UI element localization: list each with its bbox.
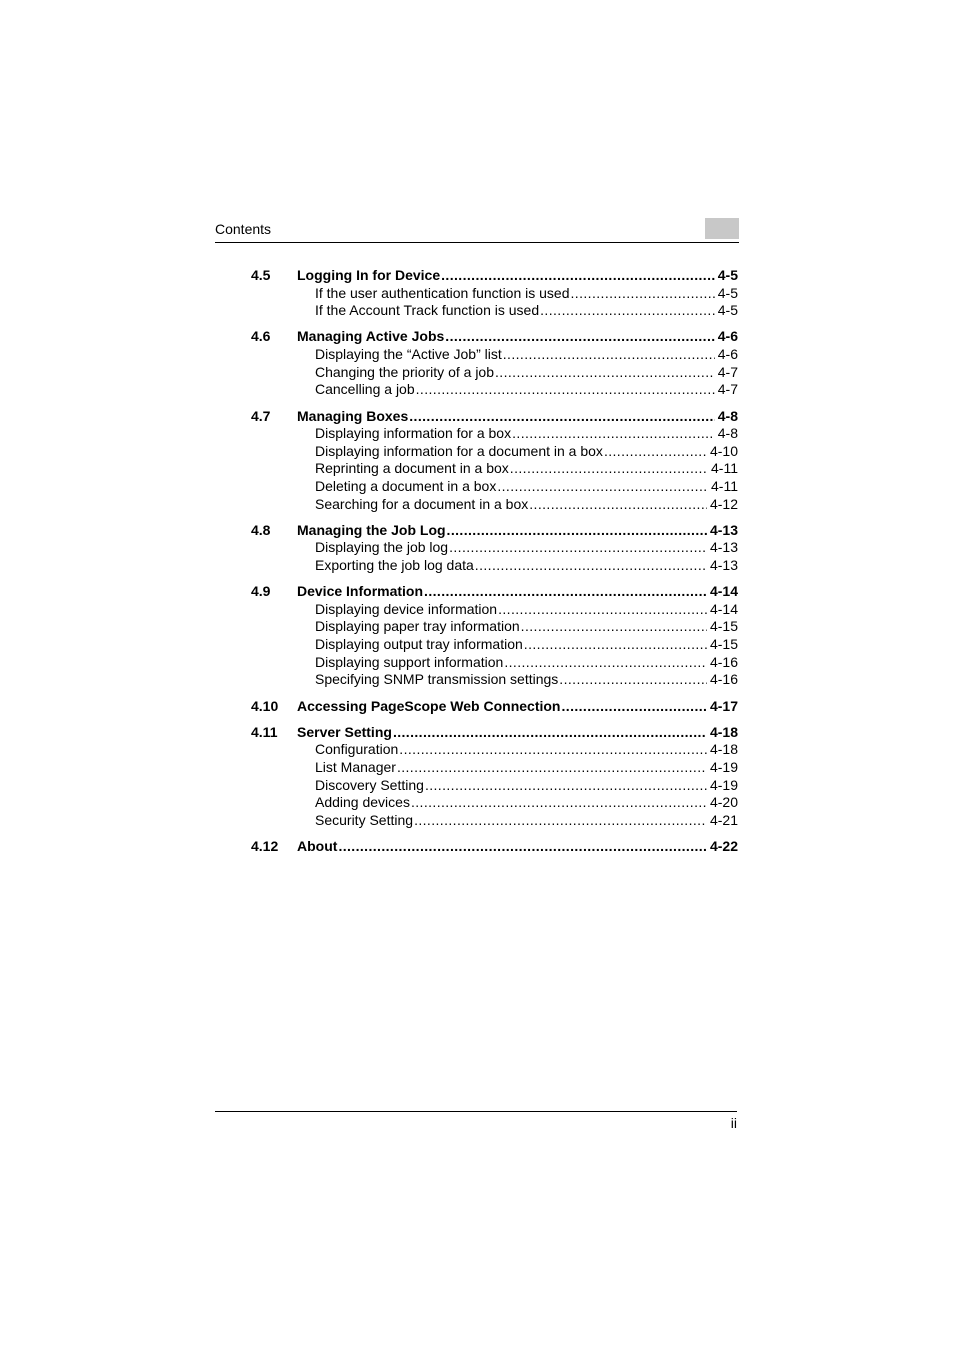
entry-line (315, 539, 738, 557)
toc-subsection-entry[interactable] (251, 460, 738, 478)
section-number: 4.7 (251, 407, 271, 424)
subsection-title: Searching for a document in a box (315, 495, 529, 512)
section-number: 4.6 (251, 328, 271, 345)
subsection-title: Displaying support information (315, 653, 504, 670)
entry-line (315, 478, 738, 496)
section-title: Device Information (297, 583, 424, 600)
subsection-page-number: 4-11 (711, 477, 738, 494)
subsection-title: If the user authentication function is used (315, 284, 570, 301)
subsection-page-number: 4-13 (709, 556, 738, 573)
subsection-page-number: 4-16 (709, 653, 738, 670)
entry-line (315, 618, 738, 636)
dot-leader (445, 327, 714, 346)
dot-leader (393, 723, 707, 742)
toc-subsection-entry[interactable] (251, 302, 738, 320)
section-title: About (297, 838, 338, 855)
entry-line (315, 346, 738, 364)
section-title: Managing the Job Log (297, 521, 446, 538)
subsection-title: Cancelling a job (315, 381, 415, 398)
toc-section-entry[interactable] (251, 266, 738, 285)
dot-leader (399, 741, 707, 759)
toc-subsection-entry[interactable] (251, 381, 738, 399)
section-page-number: 4-18 (709, 723, 738, 740)
subsection-title: Displaying information for a box (315, 425, 512, 442)
subsection-title: Displaying the job log (315, 539, 449, 556)
section-page-number: 4-6 (717, 328, 738, 345)
dot-leader (425, 777, 707, 795)
toc-section-entry[interactable] (251, 697, 738, 716)
dot-leader (529, 496, 707, 514)
dot-leader (559, 671, 707, 689)
dot-leader (475, 557, 707, 575)
entry-line (315, 460, 738, 478)
toc-subsection-entry[interactable] (251, 557, 738, 575)
toc-section (251, 407, 738, 514)
subsection-page-number: 4-12 (709, 495, 738, 512)
footer-page-number: ii (730, 1115, 737, 1131)
subsection-page-number: 4-16 (709, 671, 738, 688)
subsection-title: Exporting the job log data (315, 556, 474, 573)
toc-subsection-entry[interactable] (251, 759, 738, 777)
dot-leader (424, 582, 707, 601)
subsection-title: Specifying SNMP transmission settings (315, 671, 559, 688)
subsection-title: Displaying paper tray information (315, 618, 520, 635)
entry-line (315, 654, 738, 672)
toc-subsection-entry[interactable] (251, 425, 738, 443)
entry-line (297, 582, 738, 601)
dot-leader (498, 601, 707, 619)
entry-line (315, 557, 738, 575)
toc-subsection-entry[interactable] (251, 364, 738, 382)
section-number: 4.11 (251, 723, 278, 740)
toc-section-entry[interactable] (251, 521, 738, 540)
dot-leader (503, 346, 715, 364)
entry-line (315, 777, 738, 795)
subsection-page-number: 4-5 (717, 302, 738, 319)
table-of-contents (251, 266, 738, 863)
subsection-page-number: 4-18 (709, 741, 738, 758)
toc-section (251, 521, 738, 575)
dot-leader (571, 285, 715, 303)
subsection-title: Displaying the “Active Job” list (315, 346, 502, 363)
entry-line (297, 407, 738, 426)
subsection-page-number: 4-8 (717, 425, 738, 442)
subsection-title: Deleting a document in a box (315, 477, 497, 494)
entry-line (315, 425, 738, 443)
toc-subsection-entry[interactable] (251, 601, 738, 619)
entry-line (315, 496, 738, 514)
header-title: Contents (215, 221, 272, 237)
toc-subsection-entry[interactable] (251, 285, 738, 303)
section-page-number: 4-5 (717, 267, 738, 283)
toc-subsection-entry[interactable] (251, 636, 738, 654)
toc-section (251, 582, 738, 689)
dot-leader (409, 407, 715, 426)
section-title: Managing Active Jobs (297, 328, 445, 345)
entry-line (315, 443, 738, 461)
entry-line (297, 723, 738, 742)
dot-leader (521, 618, 707, 636)
section-page-number: 4-22 (709, 838, 738, 855)
toc-subsection-entry[interactable] (251, 812, 738, 830)
subsection-title: Displaying output tray information (315, 636, 523, 653)
toc-subsection-entry[interactable] (251, 618, 738, 636)
toc-section (251, 327, 738, 398)
toc-subsection-entry[interactable] (251, 443, 738, 461)
subsection-title: List Manager (315, 758, 396, 775)
toc-section (251, 697, 738, 716)
dot-leader (441, 266, 715, 285)
toc-subsection-entry[interactable] (251, 654, 738, 672)
section-number: 4.10 (251, 697, 279, 714)
toc-subsection-entry[interactable] (251, 539, 738, 557)
entry-line (297, 837, 738, 856)
subsection-page-number: 4-7 (717, 363, 738, 380)
section-page-number: 4-8 (717, 407, 738, 424)
dot-leader (449, 539, 707, 557)
entry-line (315, 759, 738, 777)
subsection-title: Changing the priority of a job (315, 363, 494, 380)
entry-line (297, 521, 738, 540)
dot-leader (510, 460, 708, 478)
section-title: Logging In for Device (297, 267, 441, 283)
entry-line (315, 812, 738, 830)
toc-section (251, 723, 738, 830)
entry-line (315, 364, 738, 382)
subsection-page-number: 4-21 (709, 811, 738, 828)
section-number: 4.8 (251, 521, 271, 538)
toc-section (251, 837, 738, 856)
subsection-title: Displaying device information (315, 600, 498, 617)
entry-line (315, 381, 738, 399)
subsection-page-number: 4-6 (717, 346, 738, 363)
dot-leader (561, 697, 706, 716)
toc-section (251, 266, 738, 320)
entry-line (315, 671, 738, 689)
subsection-page-number: 4-20 (709, 794, 738, 811)
entry-line (315, 601, 738, 619)
subsection-title: Adding devices (315, 794, 410, 811)
dot-leader (397, 759, 707, 777)
section-page-number: 4-17 (709, 697, 738, 714)
section-number: 4.12 (251, 838, 279, 855)
toc-section-entry[interactable] (251, 723, 738, 742)
header-tab-marker (705, 218, 739, 239)
section-number: 4.5 (251, 267, 271, 283)
toc-subsection-entry[interactable] (251, 794, 738, 812)
subsection-page-number: 4-5 (717, 284, 738, 301)
entry-line (297, 327, 738, 346)
entry-line (297, 697, 738, 716)
toc-subsection-entry[interactable] (251, 777, 738, 795)
subsection-page-number: 4-11 (711, 460, 738, 477)
section-page-number: 4-13 (709, 521, 738, 538)
dot-leader (495, 364, 715, 382)
subsection-page-number: 4-15 (709, 618, 738, 635)
dot-leader (540, 302, 715, 320)
page-header (215, 214, 739, 243)
subsection-title: Discovery Setting (315, 776, 424, 793)
section-page-number: 4-14 (709, 583, 738, 600)
subsection-page-number: 4-19 (709, 776, 738, 793)
dot-leader (604, 443, 707, 461)
footer-divider (215, 1111, 737, 1112)
toc-subsection-entry[interactable] (251, 346, 738, 364)
dot-leader (524, 636, 707, 654)
entry-line (315, 285, 738, 303)
toc-section-entry[interactable] (251, 582, 738, 601)
subsection-page-number: 4-13 (709, 539, 738, 556)
subsection-page-number: 4-19 (709, 758, 738, 775)
dot-leader (416, 381, 715, 399)
toc-subsection-entry[interactable] (251, 478, 738, 496)
section-title: Managing Boxes (297, 407, 409, 424)
toc-section-entry[interactable] (251, 407, 738, 426)
subsection-page-number: 4-15 (709, 636, 738, 653)
toc-subsection-entry[interactable] (251, 496, 738, 514)
subsection-page-number: 4-7 (717, 381, 738, 398)
entry-line (297, 266, 738, 285)
dot-leader (512, 425, 715, 443)
toc-section-entry[interactable] (251, 837, 738, 856)
entry-line (315, 636, 738, 654)
subsection-title: Configuration (315, 741, 399, 758)
entry-line (315, 741, 738, 759)
subsection-title: Reprinting a document in a box (315, 460, 509, 477)
subsection-title: If the Account Track function is used (315, 302, 540, 319)
dot-leader (504, 654, 707, 672)
subsection-title: Security Setting (315, 811, 414, 828)
toc-section-entry[interactable] (251, 327, 738, 346)
toc-subsection-entry[interactable] (251, 741, 738, 759)
section-title: Server Setting (297, 723, 392, 740)
entry-line (315, 794, 738, 812)
section-title: Accessing PageScope Web Connection (297, 697, 561, 714)
dot-leader (411, 794, 707, 812)
dot-leader (414, 812, 707, 830)
subsection-page-number: 4-10 (709, 442, 738, 459)
subsection-title: Displaying information for a document in a box (315, 442, 603, 459)
dot-leader (497, 478, 708, 496)
subsection-page-number: 4-14 (709, 600, 738, 617)
entry-line (315, 302, 738, 320)
section-number: 4.9 (251, 583, 271, 600)
dot-leader (447, 521, 707, 540)
toc-subsection-entry[interactable] (251, 671, 738, 689)
dot-leader (338, 837, 707, 856)
